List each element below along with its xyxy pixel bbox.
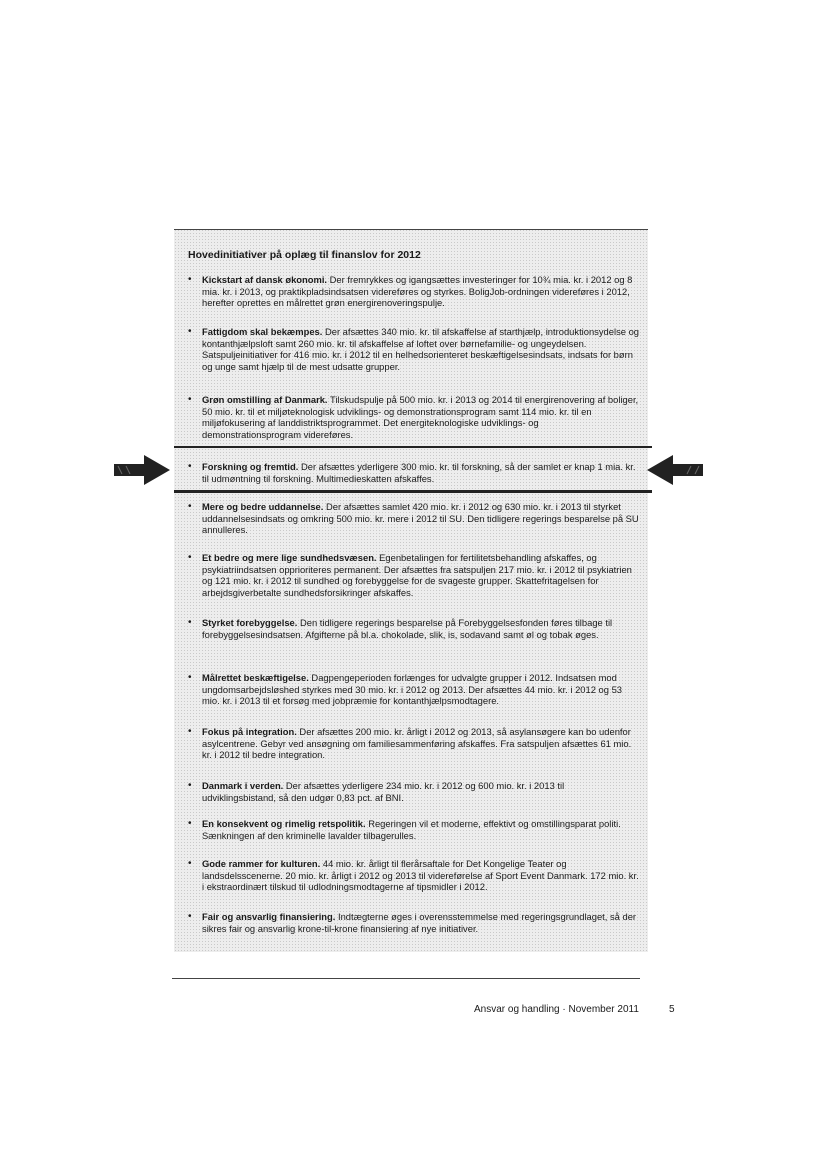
item-text: Regeringen vil et moderne, effektivt og omstillingsparat politi. Sænkningen af den kriminelle lavalder tilbagerulles. — [202, 818, 621, 841]
bullet-icon: • — [188, 780, 192, 791]
list-item — [188, 818, 640, 841]
item-text: Egenbetalingen for fertilitetsbehandling afskaffes, og psykiatriindsatsen opprioriteres permanent. Der afsættes fra satspuljen 217 mio. kr. i 2012 til psykiatrien og 121 mio. kr. i 2012 til sundhed og forebyggelse for de svageste grupper. Skattefritagelsen for arbejdsgiverbetalte sundhedsforsikringer afskaffes. — [202, 552, 632, 598]
bullet-icon: • — [188, 461, 192, 472]
page-number: 5 — [669, 1004, 675, 1015]
bullet-icon: • — [188, 672, 192, 683]
item-text: Der afsættes 340 mio. kr. til afskaffelse af starthjælp, introduktionsydelse og kontanthjælpsloft samt 260 mio. kr. til afskaffelse af loftet over børnefamilie- og ungeydelsen. Satspuljeinitiativer for 416 mio. kr. i 2012 til en helhedsorienteret beskæftigelsesindsats, indsats for børn og unge samt hjælp til de mest udsatte grupper. — [202, 326, 640, 372]
item-text: 44 mio. kr. årligt til flerårsaftale for Det Kongelige Teater og landsdelsscenerne. 20 mio. kr. årligt i 2012 og 2013 til videreførelse af Sport Event Danmark. 172 mio. kr. i ekstraordinært tilskud til udlodningsmodtagerne af tipsmidler i 2012. — [202, 858, 639, 893]
item-text: Tilskudspulje på 500 mio. kr. i 2013 og 2014 til energirenovering af boliger, 50 mio. kr. til et miljøteknologisk udviklings- og demonstrationsprogram samt 114 mio. kr. til en miljøfokusering af landdistriktsprogrammet. Det energiteknologiske udviklings- og demonstrationsprogram videreføres. — [202, 394, 639, 440]
item-text: Der fremrykkes og igangsættes investeringer for 10¾ mia. kr. i 2012 og 8 mia. kr. i 2013, og praktikpladsindsatsen videreføres og styrkes. BoligJob-ordningen videreføres i 2012, herefter oprettes en målrettet grøn energirenoveringspulje. — [202, 274, 633, 309]
list-item — [188, 672, 640, 707]
bullet-icon: • — [188, 326, 192, 337]
item-lead: Fokus på integration. — [202, 726, 297, 737]
bullet-icon: • — [188, 552, 192, 563]
item-lead: Et bedre og mere lige sundhedsvæsen. — [202, 552, 377, 563]
item-text: Dagpengeperioden forlænges for udvalgte grupper i 2012. Indsatsen mod ungdomsarbejdsløshed styrkes med 30 mio. kr. i 2012 og 2013. Der afsættes 44 mio. kr. i 2012 og 53 mio. kr. i 2013 til et forsøg med jobpræmie for kontanthjælpsmodtagere. — [202, 672, 623, 707]
item-lead: Styrket forebyggelse. — [202, 617, 298, 628]
pointing-left-hand-arrow-icon — [645, 452, 705, 488]
bullet-icon: • — [188, 726, 192, 737]
item-lead: Fattigdom skal bekæmpes. — [202, 326, 323, 337]
list-item — [188, 501, 640, 536]
box-title: Hovedinitiativer på oplæg til finanslov for 2012 — [188, 249, 421, 261]
item-lead: Fair og ansvarlig finansiering. — [202, 911, 336, 922]
list-item — [188, 780, 640, 803]
list-item — [188, 274, 640, 309]
pointing-right-hand-arrow-icon — [112, 452, 172, 488]
list-item — [188, 326, 640, 372]
list-item — [188, 911, 640, 934]
bullet-icon: • — [188, 274, 192, 285]
item-text: Der afsættes samlet 420 mio. kr. i 2012 og 630 mio. kr. i 2013 til styrket uddannelsesindsats og omkring 500 mio. kr. mere i 2012 til SU. Den tidligere regerings besparelse på SU annulleres. — [202, 501, 639, 536]
bullet-icon: • — [188, 818, 192, 829]
item-text: Der afsættes yderligere 300 mio. kr. til forskning, så der samlet er knap 1 mia. kr. til udmøntning til forskning. Multimedieskatten afskaffes. — [202, 461, 636, 484]
item-lead: Målrettet beskæftigelse. — [202, 672, 309, 683]
item-lead: Gode rammer for kulturen. — [202, 858, 321, 869]
list-item — [188, 726, 640, 761]
item-lead: Grøn omstilling af Danmark. — [202, 394, 328, 405]
item-lead: Forskning og fremtid. — [202, 461, 299, 472]
bullet-icon: • — [188, 617, 192, 628]
highlight-bottom-line — [174, 490, 652, 493]
item-lead: Kickstart af dansk økonomi. — [202, 274, 328, 285]
list-item — [188, 617, 640, 640]
item-lead: En konsekvent og rimelig retspolitik. — [202, 818, 366, 829]
list-item — [188, 552, 640, 598]
highlight-top-line — [174, 446, 652, 448]
bullet-icon: • — [188, 858, 192, 869]
box-top-rule — [174, 229, 648, 230]
item-lead: Danmark i verden. — [202, 780, 284, 791]
bullet-icon: • — [188, 501, 192, 512]
item-lead: Mere og bedre uddannelse. — [202, 501, 324, 512]
bullet-icon: • — [188, 911, 192, 922]
footer-rule — [172, 978, 640, 979]
item-text: Indtægterne øges i overensstemmelse med regeringsgrundlaget, så der sikres fair og ansvarlig krone-til-krone finansiering af nye initiativer. — [202, 911, 637, 934]
footer-publication: Ansvar og handling · November 2011 — [474, 1004, 639, 1015]
item-text: Der afsættes yderligere 234 mio. kr. i 2012 og 600 mio. kr. i 2013 til udviklingsbistand, så den udgør 0,83 pct. af BNI. — [202, 780, 565, 803]
item-text: Den tidligere regerings besparelse på Forebyggelsesfonden føres tilbage til forebyggelsesindsatsen. Afgifterne på bl.a. chokolade, slik, is, sodavand samt øl og tobak øges. — [202, 617, 613, 640]
list-item-highlighted — [188, 461, 640, 484]
list-item — [188, 394, 640, 440]
list-item — [188, 858, 640, 893]
item-text: Der afsættes 200 mio. kr. årligt i 2012 og 2013, så asylansøgere kan bo udenfor asylcentrene. Gebyr ved ansøgning om familiesammenføring afskaffes. Fra satspuljen afsættes 61 mio. kr. i 2012 til bedre integration. — [202, 726, 632, 761]
bullet-icon: • — [188, 394, 192, 405]
